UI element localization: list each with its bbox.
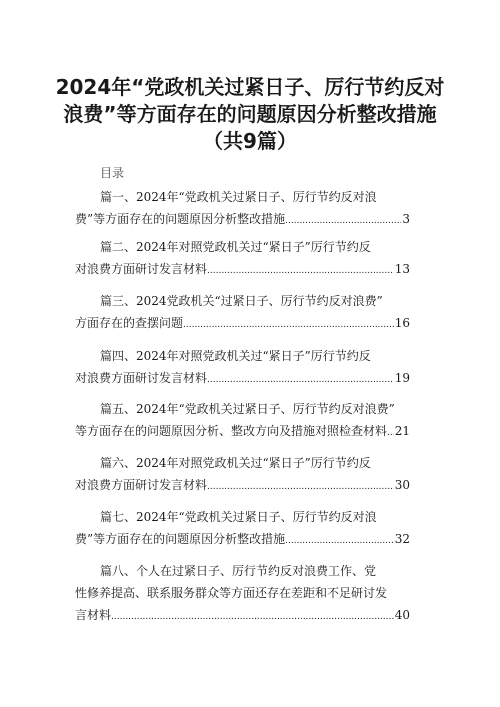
dot-leader [285,530,394,552]
toc-page-number: 40 [394,608,410,622]
toc-page-number: 32 [394,532,410,546]
toc-entry-text: 篇四、2024年对照党政机关过“紧日子”厉行节约反 [100,349,371,363]
toc-entry-7[interactable] [75,506,410,550]
toc-entry-text: 篇八、个人在过紧日子、厉行节约反对浪费工作、党 [100,564,377,578]
dot-leader [207,260,394,282]
toc-entry-8[interactable] [75,560,410,626]
toc-entry-text: 性修养提高、联系服务群众等方面还存在差距和不足研讨发 [75,586,388,600]
toc-page-number: 30 [394,478,410,492]
dot-leader [207,369,394,391]
dot-leader [183,314,394,336]
document-title [0,74,500,155]
title-line-3: （共9篇） [203,129,297,153]
toc-page-number: 3 [402,212,410,226]
toc-entry-text: 对浪费方面研讨发言材料 [75,262,208,276]
toc-entry-text: 等方面存在的问题原因分析、整改方向及措施对照检查材料 [75,424,388,438]
toc-entry-2[interactable] [75,236,410,280]
dot-leader [285,210,401,232]
toc-entry-text: 篇七、2024年“党政机关过紧日子、厉行节约反对浪 [100,510,377,524]
toc-entry-4[interactable] [75,345,410,389]
title-line-1: 2024年“党政机关过紧日子、厉行节约反对 [55,75,445,99]
toc-entry-text: 对浪费方面研讨发言材料 [75,478,208,492]
toc-entry-text: 言材料 [75,608,112,622]
toc-page-number: 21 [394,424,410,438]
toc-entry-text: 方面存在的查摆问题 [75,316,184,330]
title-line-2: 浪费”等方面存在的问题原因分析整改措施 [63,102,437,126]
toc-entry-text: 篇五、2024年“党政机关过紧日子、厉行节约反对浪费” [100,402,395,416]
toc-page-number: 16 [394,316,410,330]
toc-heading: 目录 [100,166,125,180]
dot-leader [207,476,394,498]
toc-entry-text: 篇三、2024党政机关“过紧日子、厉行节约反对浪费” [100,294,383,308]
dot-leader [111,606,394,628]
toc-entry-text: 篇六、2024年对照党政机关过“紧日子”厉行节约反 [100,456,371,470]
toc-entry-text: 篇二、2024年对照党政机关过“紧日子”厉行节约反 [100,240,371,254]
toc-entry-text: 篇一、2024年“党政机关过紧日子、厉行节约反对浪 [100,190,377,204]
toc-entry-6[interactable] [75,452,410,496]
toc-entry-text: 费”等方面存在的问题原因分析整改措施 [75,532,286,546]
toc-entry-3[interactable] [75,290,410,334]
dot-leader [387,422,394,444]
toc-entry-1[interactable] [75,186,410,230]
toc-page-number: 19 [394,371,410,385]
toc-entry-text: 对浪费方面研讨发言材料 [75,371,208,385]
toc-page-number: 13 [394,262,410,276]
toc-entry-text: 费”等方面存在的问题原因分析整改措施 [75,212,286,226]
toc-entry-5[interactable] [75,398,410,442]
